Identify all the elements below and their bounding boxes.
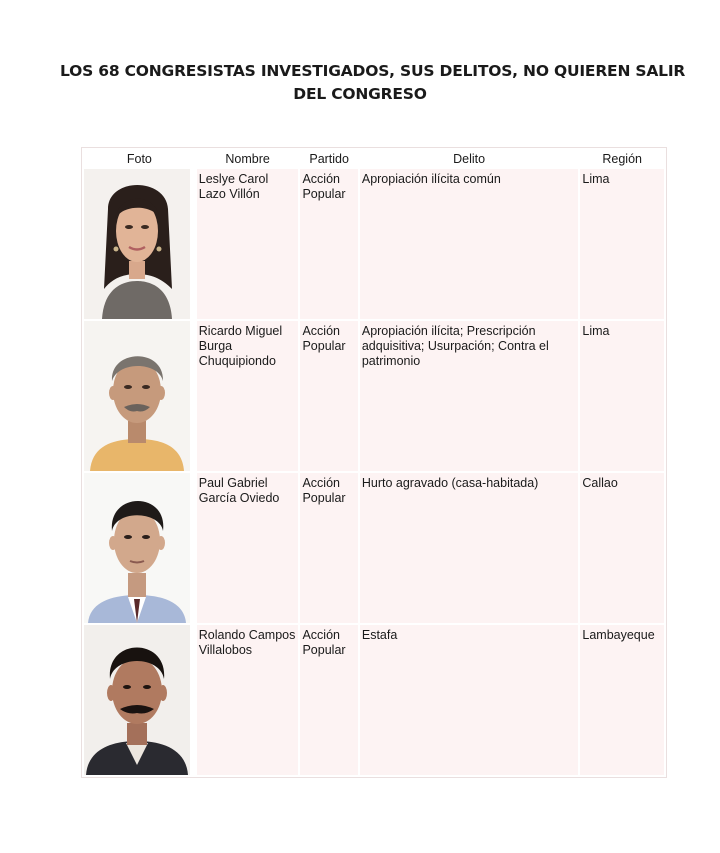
cell-region: Callao [580, 473, 664, 623]
header-delito: Delito [360, 150, 579, 167]
cell-region: Lambayeque [580, 625, 664, 775]
cell-delito: Apropiación ilícita común [360, 169, 579, 319]
portrait-photo [84, 473, 190, 623]
cell-delito: Apropiación ilícita; Prescripción adquisitiva; Usurpación; Contra el patrimonio [360, 321, 579, 471]
cell-region: Lima [580, 169, 664, 319]
photo-cell [84, 625, 195, 775]
cell-nombre: Paul Gabriel García Oviedo [197, 473, 299, 623]
header-partido: Partido [300, 150, 357, 167]
portrait-photo [84, 169, 190, 319]
cell-nombre: Ricardo Miguel Burga Chuquipiondo [197, 321, 299, 471]
header-nombre: Nombre [197, 150, 299, 167]
cell-delito: Hurto agravado (casa-habitada) [360, 473, 579, 623]
table-row [84, 169, 664, 319]
photo-cell [84, 169, 195, 319]
header-foto: Foto [84, 150, 195, 167]
cell-partido: Acción Popular [300, 169, 357, 319]
photo-cell [84, 321, 195, 471]
photo-cell [84, 473, 195, 623]
cell-delito: Estafa [360, 625, 579, 775]
congresistas-table [81, 147, 667, 778]
table-header-row [84, 150, 664, 167]
portrait-photo [84, 321, 190, 471]
title-line-2: DEL CONGRESO [293, 85, 427, 103]
table-row [84, 625, 664, 775]
header-region: Región [580, 150, 664, 167]
document-title [60, 60, 686, 106]
cell-partido: Acción Popular [300, 321, 357, 471]
cell-region: Lima [580, 321, 664, 471]
cell-partido: Acción Popular [300, 625, 357, 775]
portrait-photo [84, 625, 190, 775]
cell-nombre: Rolando Campos Villalobos [197, 625, 299, 775]
cell-partido: Acción Popular [300, 473, 357, 623]
cell-nombre: Leslye Carol Lazo Villón [197, 169, 299, 319]
title-line-1: LOS 68 CONGRESISTAS INVESTIGADOS, SUS DELITOS, NO QUIEREN SALIR [60, 62, 686, 80]
table-row [84, 473, 664, 623]
table-row [84, 321, 664, 471]
